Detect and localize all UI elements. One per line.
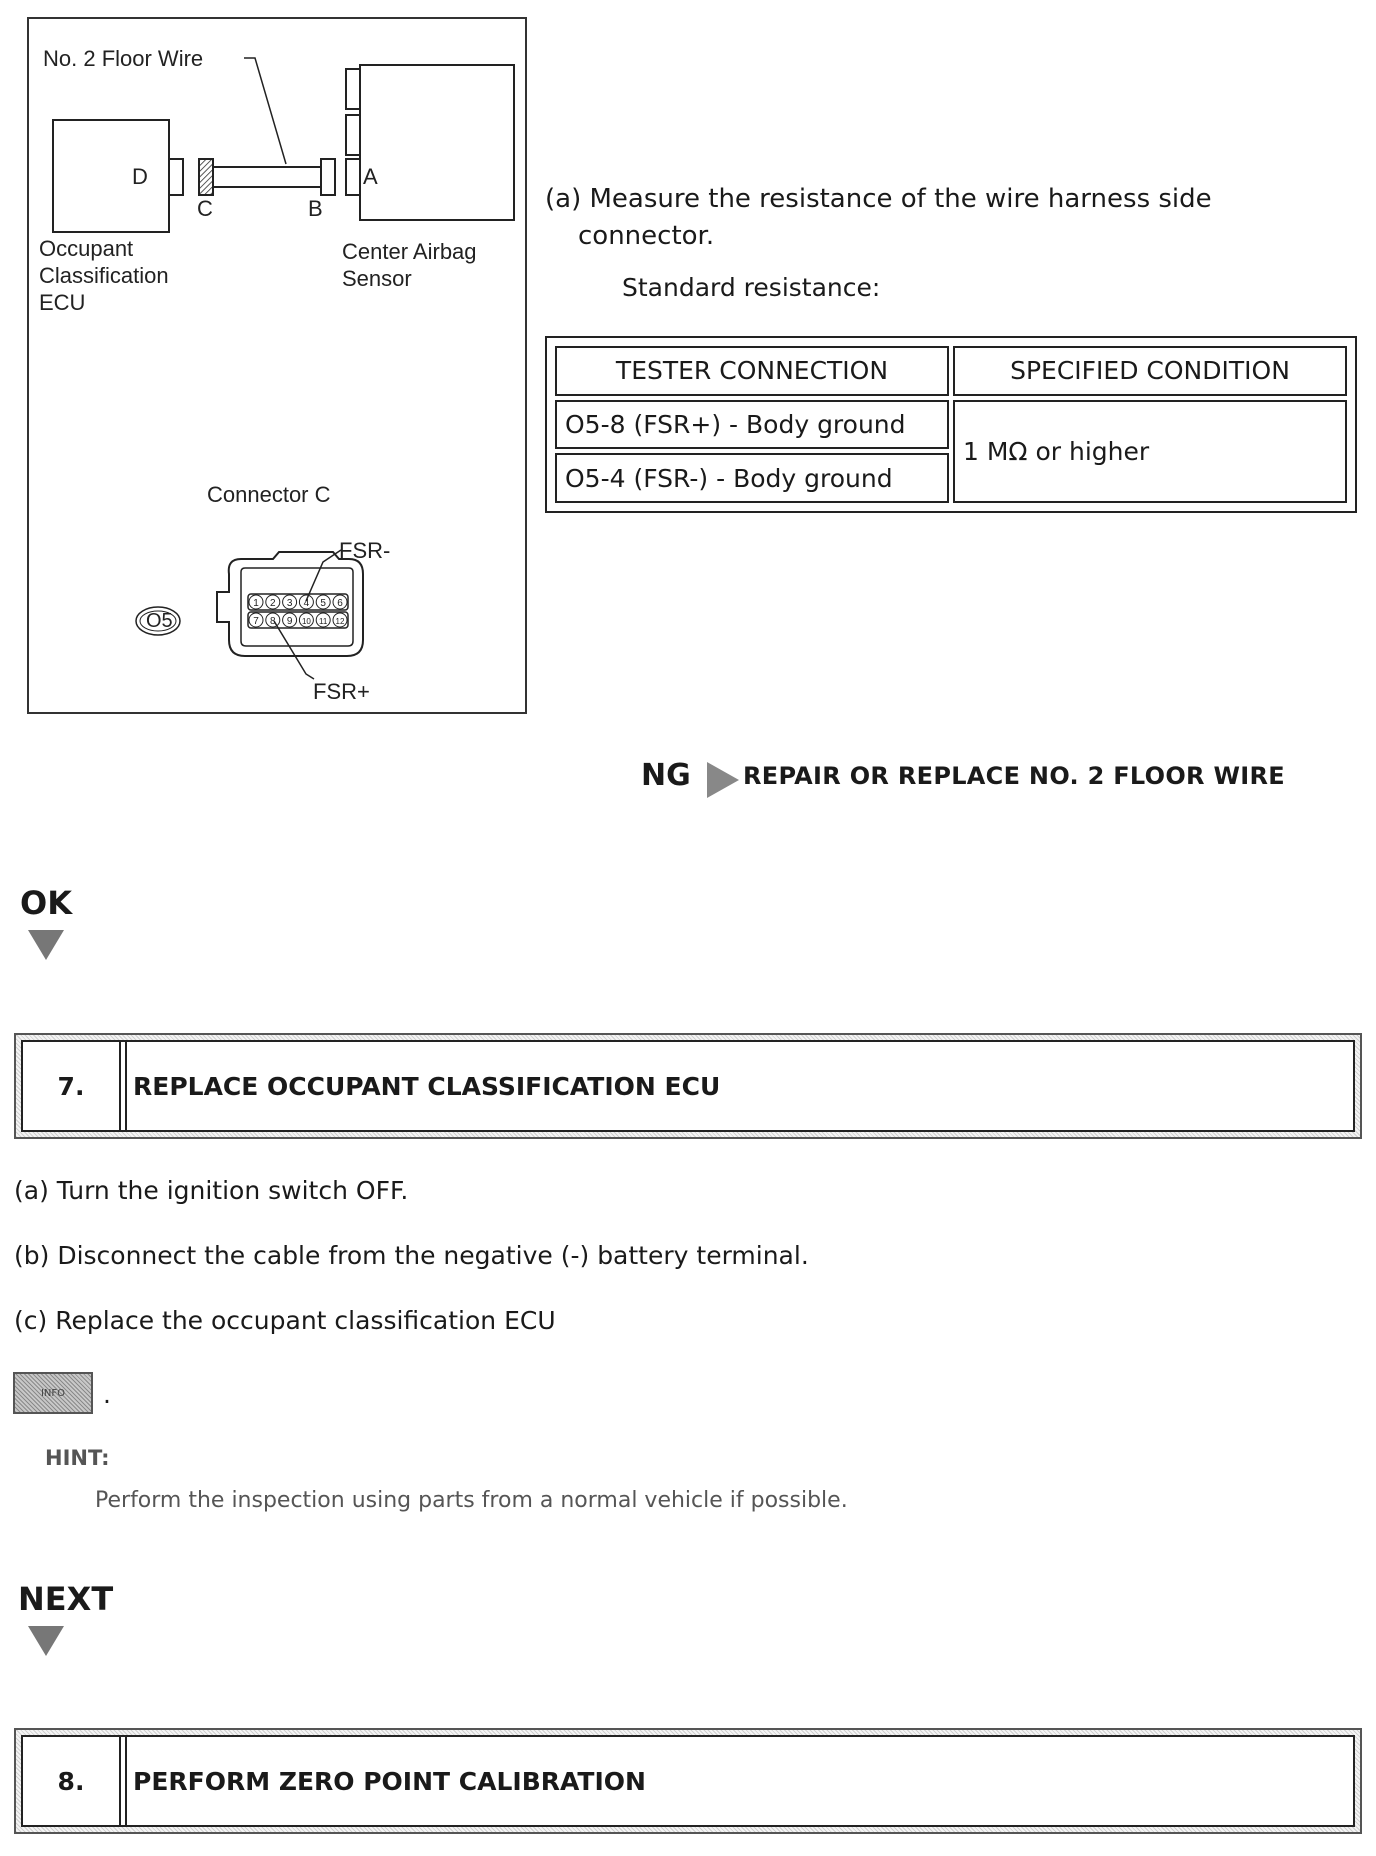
specified-condition-header: SPECIFIED CONDITION bbox=[953, 346, 1347, 396]
connector-pin-number: 2 bbox=[270, 598, 276, 609]
down-arrow-icon bbox=[28, 1626, 64, 1656]
step-7-header bbox=[14, 1033, 1362, 1139]
connector-a-letter: A bbox=[363, 164, 378, 189]
tester-connection-header: TESTER CONNECTION bbox=[555, 346, 949, 396]
connector-pin-number: 8 bbox=[270, 616, 276, 627]
wiring-diagram-graphic bbox=[29, 19, 529, 716]
step7-item-b: (b) Disconnect the cable from the negative (-) battery terminal. bbox=[14, 1241, 809, 1270]
ok-label: OK bbox=[20, 884, 72, 922]
step7-item-a: (a) Turn the ignition switch OFF. bbox=[14, 1176, 409, 1205]
table-row bbox=[555, 400, 1347, 450]
step-title: REPLACE OCCUPANT CLASSIFICATION ECU bbox=[133, 1071, 721, 1101]
specified-condition-cell: 1 MΩ or higher bbox=[953, 400, 1347, 503]
hint-text: Perform the inspection using parts from a normal vehicle if possible. bbox=[95, 1488, 848, 1513]
hint-label: HINT: bbox=[45, 1446, 110, 1470]
next-label: NEXT bbox=[18, 1580, 114, 1618]
connector-pin-number: 12 bbox=[335, 617, 345, 626]
floor-wire-label: No. 2 Floor Wire bbox=[43, 46, 204, 71]
connector-code-label: O5 bbox=[146, 610, 173, 632]
connector-d-letter: D bbox=[132, 164, 148, 189]
tester-connection-cell: O5-8 (FSR+) - Body ground bbox=[555, 400, 949, 450]
resistance-spec-table bbox=[545, 336, 1357, 513]
connector-c-letter: C bbox=[197, 196, 213, 221]
connector-pin-number: 7 bbox=[253, 616, 259, 627]
right-arrow-icon bbox=[705, 760, 741, 800]
step-number: 7. bbox=[23, 1042, 121, 1130]
info-link-icon[interactable]: INFO bbox=[13, 1372, 93, 1414]
step-8-header bbox=[14, 1728, 1362, 1834]
connector-b-letter: B bbox=[308, 196, 323, 221]
down-arrow-icon bbox=[28, 930, 64, 960]
measure-instruction-line2: connector. bbox=[578, 221, 715, 251]
standard-resistance-label: Standard resistance: bbox=[622, 273, 881, 302]
fsr-plus-label: FSR+ bbox=[313, 679, 370, 704]
table-header-row bbox=[555, 346, 1347, 396]
measure-instruction-line1: (a) Measure the resistance of the wire harness side bbox=[545, 184, 1212, 214]
connector-pin-number: 6 bbox=[337, 598, 343, 609]
connector-pin-number: 1 bbox=[253, 598, 259, 609]
connector-pin-number: 3 bbox=[286, 598, 293, 609]
connector-pin-number: 10 bbox=[301, 617, 311, 626]
fsr-minus-label: FSR- bbox=[339, 538, 391, 563]
connector-c-title: Connector C bbox=[207, 482, 331, 507]
ng-action-link[interactable]: REPAIR OR REPLACE NO. 2 FLOOR WIRE bbox=[743, 762, 1285, 790]
connector-pin-number: 4 bbox=[303, 598, 310, 609]
tester-connection-cell: O5-4 (FSR-) - Body ground bbox=[555, 453, 949, 503]
ng-label: NG bbox=[641, 758, 691, 793]
step-number: 8. bbox=[23, 1737, 121, 1825]
step-title: PERFORM ZERO POINT CALIBRATION bbox=[133, 1766, 646, 1796]
connector-pins bbox=[248, 594, 348, 628]
period-text: . bbox=[103, 1380, 111, 1409]
connector-pin-number: 9 bbox=[286, 616, 293, 627]
center-airbag-label: Center Airbag Sensor bbox=[342, 239, 477, 291]
occupant-ecu-label: Occupant Classification ECU bbox=[39, 236, 169, 315]
wiring-diagram bbox=[27, 17, 527, 714]
connector-pin-number: 5 bbox=[320, 598, 326, 609]
connector-pin-number: 11 bbox=[319, 617, 328, 626]
step7-item-c: (c) Replace the occupant classification ECU bbox=[14, 1306, 556, 1335]
